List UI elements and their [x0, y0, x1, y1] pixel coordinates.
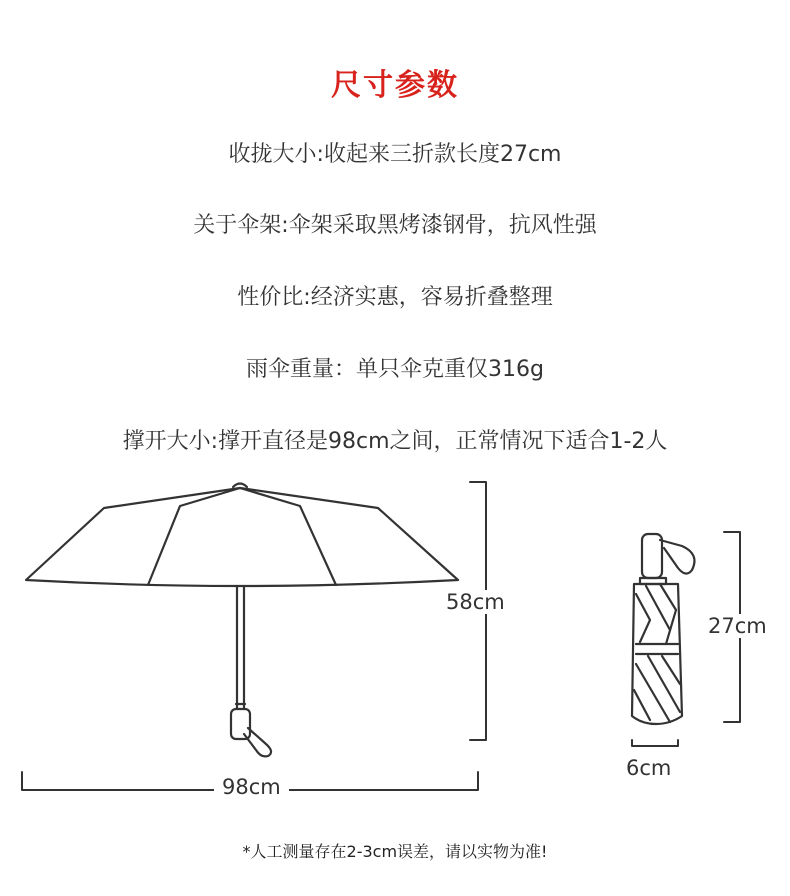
spec-frame: 关于伞架:伞架采取黑烤漆钢骨，抗风性强 — [193, 213, 597, 238]
spec-open-size: 撑开大小:撑开直径是98cm之间，正常情况下适合1-2人 — [122, 429, 668, 454]
open-height-label: 58cm — [442, 590, 509, 614]
folded-width-label: 6cm — [622, 756, 675, 780]
open-width-label: 98cm — [214, 775, 289, 799]
folded-length-label: 27cm — [704, 614, 771, 638]
folded-umbrella-icon — [632, 534, 694, 724]
open-umbrella-icon — [26, 484, 458, 757]
width-bracket-folded — [632, 740, 678, 746]
page-title: 尺寸参数 — [331, 68, 459, 103]
spec-value: 性价比:经济实惠，容易折叠整理 — [237, 285, 553, 310]
spec-weight: 雨伞重量：单只伞克重仅316g — [246, 357, 544, 382]
spec-folded-size: 收拢大小:收起来三折款长度27cm — [228, 142, 562, 167]
footnote: *人工测量存在2-3cm误差，请以实物为准! — [242, 842, 548, 861]
